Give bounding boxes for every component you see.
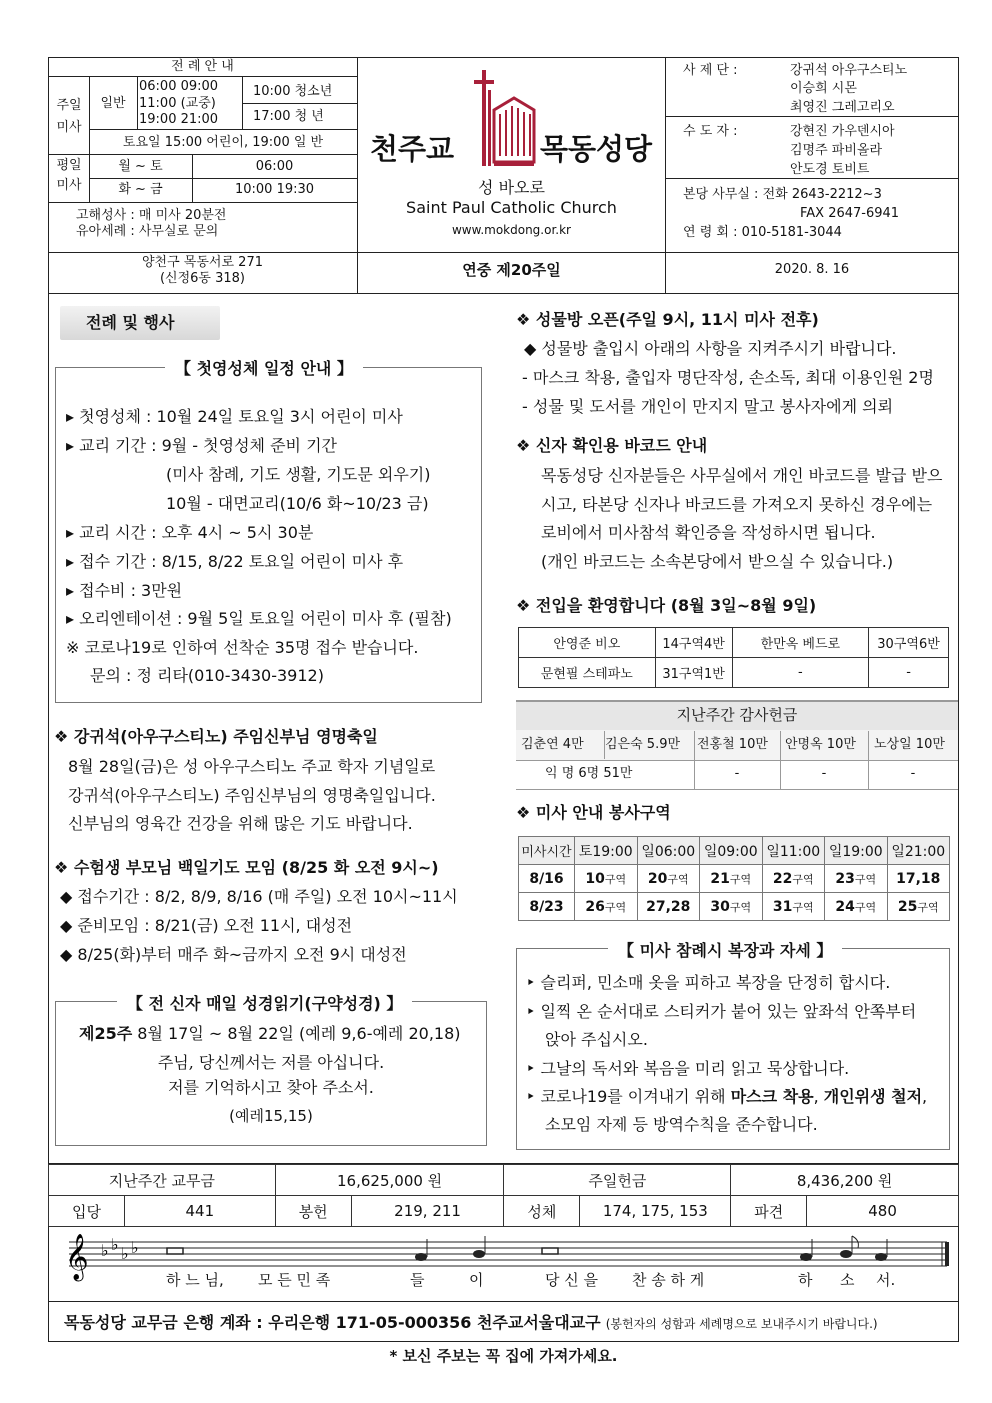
first-comm-line-2: ▸ 교리 기간 : 9월 - 첫영성체 준비 기간: [66, 436, 337, 455]
last-week-dues-label: 지난주간 교무금: [49, 1165, 276, 1196]
mass-zone-cell: [575, 893, 638, 921]
bible-title: 【 전 신자 매일 성경읽기(구약성경) 】: [117, 991, 412, 1014]
barcode-line-3: 로비에서 미사참석 확인증을 작성하시면 됩니다.: [541, 523, 876, 542]
thanks-donor: 김춘연 4만: [521, 737, 584, 752]
lyric-2: 모 든 민 족: [258, 1271, 331, 1289]
welcome-name: 한만옥 베드로: [732, 628, 869, 658]
barcode-title: ❖ 신자 확인용 바코드 안내: [516, 436, 708, 455]
entry-hymn-value: 441: [124, 1196, 275, 1227]
confession-info: 고해성사 : 매 미사 20분전: [76, 208, 227, 223]
lyric-8: 소: [840, 1271, 855, 1289]
mass-service-table: [518, 836, 950, 921]
zone-number: 27,28: [646, 898, 691, 915]
mass-header: 일09:00: [700, 837, 763, 865]
first-communion-title: 【 첫영성체 일정 안내 】: [165, 356, 363, 379]
mass-header: 일19:00: [825, 837, 888, 865]
dress-l5-comma: ,: [813, 1087, 824, 1106]
office-phone: 본당 사무실 : 전화 2643-2212~3: [683, 187, 882, 202]
bank-account-note: (봉헌자의 성함과 세례명으로 보내주시기 바랍니다.): [605, 1317, 878, 1331]
dress-line-3: 앉아 주십시오.: [545, 1030, 648, 1049]
zone-suffix: 구역: [792, 872, 814, 886]
thanks-empty: -: [734, 766, 740, 781]
dress-l5-hygiene: 개인위생 철저: [823, 1087, 923, 1106]
thanks-donor: 노상일 10만: [874, 737, 945, 752]
lyric-5: 당 신 을: [545, 1271, 599, 1289]
welcome-zone: 30구역6반: [869, 628, 949, 658]
bible-week-number: 제25주: [79, 1024, 133, 1043]
zone-number: 20: [647, 870, 668, 887]
zone-number: 26: [585, 898, 605, 915]
bible-week: [79, 1019, 461, 1048]
infant-baptism-info: 유아세례 : 사무실로 문의: [76, 224, 219, 239]
thanks-donor: 전홍철 10만: [697, 737, 768, 752]
offertory-hymn-label: 봉헌: [275, 1196, 351, 1227]
first-comm-line-4: 10월 - 대면교리(10/6 화~10/23 금): [166, 494, 429, 513]
english-name: Saint Paul Catholic Church: [406, 198, 617, 217]
young-adult-mass: 17:00 청 년: [253, 109, 324, 124]
bible-week-range: 8월 17일 ~ 8월 22일 (예레 9,6-예레 20,18): [132, 1024, 461, 1043]
mass-zone-cell: [762, 893, 825, 921]
lyric-1: 하 느 님,: [166, 1271, 224, 1289]
zone-suffix: 구역: [854, 900, 877, 914]
mass-zone-cell: [825, 893, 888, 921]
first-comm-line-3: (미사 참례, 기도 생활, 기도문 외우기): [166, 465, 431, 484]
bible-verse-2: 저를 기억하시고 찾아 주소서.: [168, 1078, 374, 1097]
mass-zone-cell: [762, 865, 825, 893]
section-title: 전례 및 행사: [86, 313, 175, 332]
feast-line-3: 신부님의 영육간 건강을 위해 많은 기도 바랍니다.: [68, 814, 413, 833]
shop-line-3: - 성물 및 도서를 개인이 만지지 말고 봉사자에게 의뢰: [522, 397, 894, 416]
priests-label: 사 제 단 :: [683, 63, 738, 78]
zone-number: 10: [585, 870, 605, 887]
dismissal-hymn-value: 480: [807, 1196, 959, 1227]
lyric-6: 찬 송 하 게: [632, 1271, 705, 1289]
zone-number: 21: [710, 870, 730, 887]
music-staff-block: [48, 1226, 959, 1302]
dress-line-1: ‣ 슬리퍼, 민소매 옷을 피하고 복장을 단정히 합시다.: [526, 973, 891, 992]
first-comm-line-10: 문의 : 정 리타(010-3430-3912): [90, 666, 324, 685]
bulletin-date: 2020. 8. 16: [774, 262, 850, 277]
mass-zone-cell: [825, 865, 888, 893]
zone-suffix: 구역: [604, 872, 627, 886]
weekday-mass-label: 평일 미사: [56, 158, 82, 193]
zone-suffix: 구역: [604, 900, 627, 914]
sunday-title: 연중 제20주일: [462, 261, 561, 279]
thanks-empty: -: [910, 766, 916, 781]
office-fax: FAX 2647-6941: [800, 206, 900, 221]
priest-2: 이승희 시몬: [790, 81, 857, 96]
church-name-left: 천주교: [370, 132, 455, 166]
barcode-line-2: 시고, 타본당 신자나 바코드를 가져오지 못하신 경우에는: [541, 495, 933, 514]
entry-hymn-label: 입당: [49, 1196, 125, 1227]
bible-verse-1: 주님, 당신께서는 저를 아십니다.: [157, 1053, 385, 1072]
welcome-zone: 14구역4반: [655, 628, 732, 658]
dismissal-hymn-label: 파견: [731, 1196, 807, 1227]
welcome-title: ❖ 전입을 환영합니다 (8월 3일~8월 9일): [516, 596, 817, 615]
lyric-9: 서.: [876, 1271, 896, 1289]
mass-zone-cell: [637, 865, 700, 893]
thanks-title: 지난주간 감사헌금: [676, 706, 798, 724]
zone-number: 24: [835, 898, 855, 915]
welcome-name: 문현필 스테파노: [519, 658, 656, 688]
zone-number: 17,18: [896, 870, 941, 887]
mass-zone-cell: [637, 893, 700, 921]
offertory-hymn-value: 219, 211: [351, 1196, 504, 1227]
mass-header: 일06:00: [637, 837, 700, 865]
first-comm-line-6: ▸ 접수 기간 : 8/15, 8/22 토요일 어린이 미사 후: [66, 552, 404, 571]
feast-line-1: 8월 28일(금)은 성 아우구스티노 주교 학자 기념일로: [68, 757, 436, 776]
religious-3: 안도경 토비트: [790, 162, 870, 177]
thanks-anonymous: 익 명 6명 51만: [545, 766, 633, 781]
website: www.mokdong.or.kr: [451, 223, 571, 237]
zone-number: 30: [710, 898, 730, 915]
dress-line-6: 소모임 자제 등 방역수칙을 준수합니다.: [545, 1115, 818, 1134]
zone-number: 22: [772, 870, 793, 887]
exam-title: ❖ 수험생 부모님 백일기도 모임 (8/25 화 오전 9시~): [54, 858, 439, 877]
zone-number: 25: [897, 898, 918, 915]
weekday-days-2: 화 ~ 금: [118, 182, 163, 197]
exam-line-3: ◆ 8/25(화)부터 매주 화~금까지 오전 9시 대성전: [60, 945, 407, 964]
first-comm-line-1: ▸ 첫영성체 : 10월 24일 토요일 3시 어린이 미사: [66, 407, 403, 426]
svg-text:♭: ♭: [121, 1244, 129, 1263]
mass-zone-cell: [887, 893, 950, 921]
dress-l5-end: ,: [922, 1087, 928, 1106]
mass-zone-cell: [887, 865, 950, 893]
zone-number: 31: [772, 898, 793, 915]
sunday-general-label: 일반: [100, 96, 126, 111]
svg-text:𝄞: 𝄞: [65, 1234, 89, 1280]
shop-line-2: - 마스크 착용, 출입자 명단작성, 손소독, 최대 이용인원 2명: [522, 368, 934, 387]
mass-date: 8/16: [519, 865, 575, 893]
welcome-name: -: [732, 658, 869, 688]
address-line-1: 양천구 목동서로 271: [142, 255, 263, 270]
mass-header: 미사시간: [519, 837, 575, 865]
dress-title: 【 미사 참례시 복장과 자세 】: [608, 938, 842, 961]
first-comm-line-9: ※ 코로나19로 인하여 선착순 35명 접수 받습니다.: [66, 638, 419, 657]
sunday-time-1: 06:00 09:00: [139, 79, 219, 94]
lyric-7: 하: [798, 1271, 813, 1289]
finance-table: [48, 1164, 959, 1227]
shop-title: ❖ 성물방 오픈(주일 9시, 11시 미사 전후): [516, 310, 819, 329]
mass-header: 일21:00: [887, 837, 950, 865]
zone-suffix: 구역: [792, 900, 814, 914]
dress-line-4: ‣ 그날의 독서와 복음을 미리 읽고 묵상합니다.: [526, 1059, 850, 1078]
patron-saint: 성 바오로: [478, 178, 545, 197]
dress-line-5: [526, 1082, 927, 1111]
mass-zone-cell: [575, 865, 638, 893]
weekday-days-1: 월 ~ 토: [118, 159, 163, 174]
barcode-line-1: 목동성당 신자분들은 사무실에서 개인 바코드를 발급 받으: [541, 466, 943, 485]
zone-suffix: 구역: [729, 872, 752, 886]
welcome-table: [518, 627, 949, 688]
communion-hymn-value: 174, 175, 153: [580, 1196, 731, 1227]
exam-line-2: ◆ 준비모임 : 8/21(금) 오전 11시, 대성전: [60, 916, 353, 935]
welcome-zone: -: [869, 658, 949, 688]
zone-number: 23: [835, 870, 855, 887]
last-week-dues-value: 16,625,000 원: [275, 1165, 504, 1196]
mass-zone-cell: [700, 865, 763, 893]
svg-text:♭: ♭: [101, 1241, 109, 1260]
liturgy-title: 전 례 안 내: [171, 59, 234, 74]
shop-line-1: ◆ 성물방 출입시 아래의 사항을 지켜주시기 바랍니다.: [524, 339, 897, 358]
youth-mass: 10:00 청소년: [253, 84, 333, 99]
feast-title: ❖ 강귀석(아우구스티노) 주임신부님 영명축일: [54, 727, 378, 746]
religious-label: 수 도 자 :: [683, 124, 738, 139]
lyric-4: 이: [469, 1271, 484, 1289]
legion-phone: 연 령 회 : 010-5181-3044: [683, 225, 842, 240]
thanks-empty: -: [821, 766, 827, 781]
priest-1: 강귀석 아우구스티노: [790, 63, 908, 78]
bank-account-text: 목동성당 교무금 은행 계좌 : 우리은행 171-05-000356 천주교서울대교구: [64, 1313, 601, 1332]
mass-zone-cell: [700, 893, 763, 921]
sunday-offering-value: 8,436,200 원: [731, 1165, 959, 1196]
welcome-zone: 31구역1반: [655, 658, 732, 688]
lyric-3: 들: [410, 1271, 425, 1289]
zone-suffix: 구역: [917, 900, 939, 914]
first-comm-line-5: ▸ 교리 시간 : 오후 4시 ~ 5시 30분: [66, 523, 314, 542]
mass-service-title: ❖ 미사 안내 봉사구역: [516, 803, 671, 822]
address-line-2: (신정6동 318): [159, 271, 246, 286]
sunday-mass-label: 주일 미사: [56, 98, 82, 135]
footer-note: * 보신 주보는 꼭 집에 가져가세요.: [389, 1347, 618, 1365]
sunday-offering-label: 주일헌금: [504, 1165, 731, 1196]
dress-l5-a: ‣ 코로나19를 이겨내기 위해: [526, 1087, 731, 1106]
religious-1: 강현진 가우덴시아: [790, 124, 895, 139]
priest-3: 최영진 그레고리오: [790, 100, 895, 115]
church-name-right: 목동성당: [540, 132, 653, 166]
sunday-time-2: 11:00 (교중): [139, 96, 216, 111]
mass-date: 8/23: [519, 893, 575, 921]
thanks-donor: 안명옥 10만: [785, 737, 856, 752]
thanks-donor: 김은숙 5.9만: [605, 737, 681, 752]
first-comm-line-8: ▸ 오리엔테이션 : 9월 5일 토요일 어린이 미사 후 (필참): [66, 609, 452, 628]
feast-line-2: 강귀석(아우구스티노) 주임신부님의 영명축일입니다.: [68, 786, 436, 805]
religious-2: 김명주 파비올라: [790, 143, 883, 158]
dress-l5-mask: 마스크 착용: [730, 1087, 814, 1106]
barcode-line-4: (개인 바코드는 소속본당에서 받으실 수 있습니다.): [541, 552, 894, 571]
communion-hymn-label: 성체: [504, 1196, 580, 1227]
exam-line-1: ◆ 접수기간 : 8/2, 8/9, 8/16 (매 주일) 오전 10시~11시: [60, 887, 458, 906]
svg-text:♭: ♭: [131, 1238, 139, 1257]
mass-header: 일11:00: [762, 837, 825, 865]
dress-line-2: ‣ 일찍 온 순서대로 스티커가 붙어 있는 앞좌석 안쪽부터: [526, 1002, 917, 1021]
weekday-time-1: 06:00: [255, 159, 294, 174]
church-logo-icon: [474, 70, 546, 170]
music-staff-icon: [49, 1226, 958, 1301]
zone-suffix: 구역: [854, 872, 877, 886]
weekday-time-2: 10:00 19:30: [234, 182, 315, 197]
zone-suffix: 구역: [667, 872, 689, 886]
first-comm-line-7: ▸ 접수비 : 3만원: [66, 581, 183, 600]
welcome-name: 안영준 비오: [519, 628, 656, 658]
sunday-time-3: 19:00 21:00: [139, 112, 219, 127]
bible-reference: (예레15,15): [229, 1107, 313, 1125]
saturday-mass: 토요일 15:00 어린이, 19:00 일 반: [122, 135, 324, 150]
zone-suffix: 구역: [729, 900, 752, 914]
svg-text:♭: ♭: [111, 1235, 119, 1254]
mass-header: 토19:00: [575, 837, 638, 865]
bank-account: [64, 1314, 878, 1333]
